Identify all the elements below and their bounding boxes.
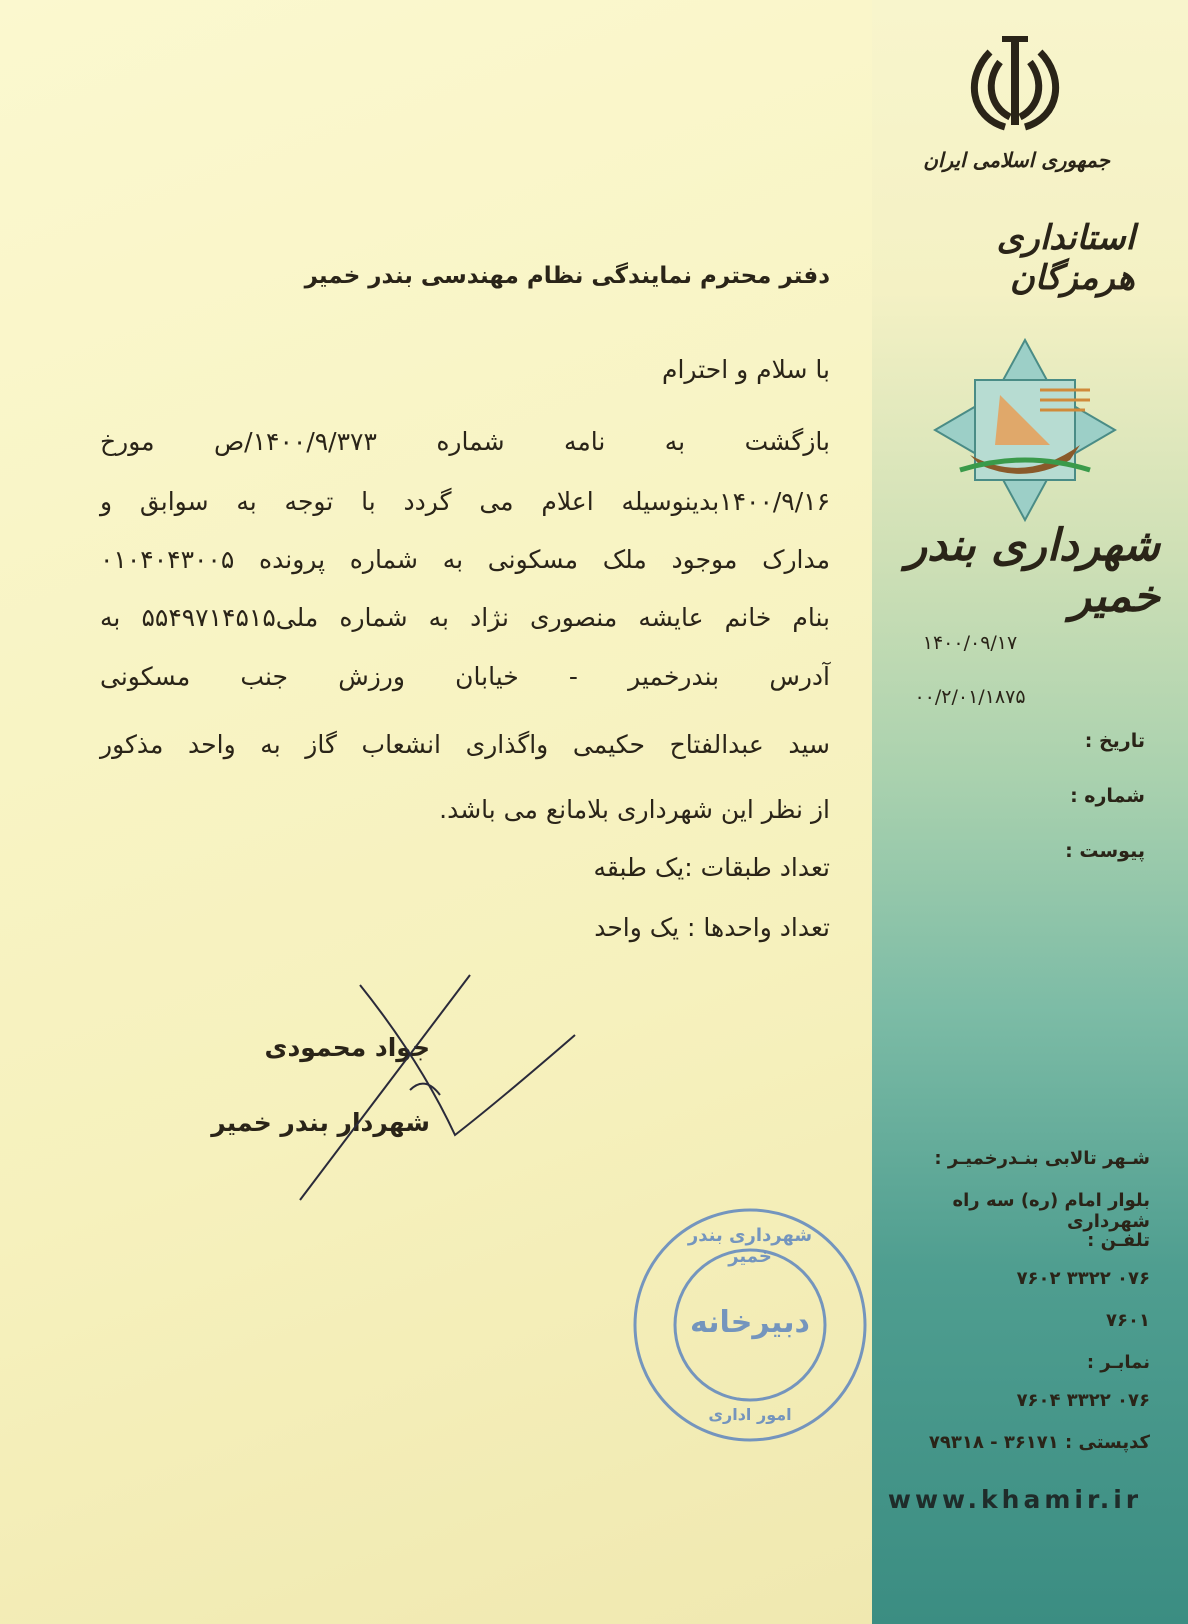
municipality-name: شهرداری بندر خمیر	[905, 520, 1160, 622]
address-line-1: شـهر تالابی بنـدرخمیـر :	[934, 1148, 1150, 1169]
date-label: تاریخ :	[1084, 730, 1145, 752]
body-line: ۱۴۰۰/۹/۱۶بدینوسیله اعلام می گردد با توجه به سوابق و	[100, 487, 830, 516]
phone-label: تلفـن :	[1087, 1230, 1150, 1251]
body-line: مدارک موجود ملک مسکونی به شماره پرونده ۰۱۰۴۰۴۳۰۰۵	[100, 545, 830, 574]
stamp-bottom-text: امور اداری	[708, 1405, 792, 1424]
body-line: از نظر این شهرداری بلامانع می باشد.	[439, 795, 830, 824]
greeting: با سلام و احترام	[662, 355, 830, 384]
province-name: استانداری هرمزگان	[996, 218, 1135, 298]
number-label: شماره :	[1070, 785, 1145, 807]
body-line: بازگشت به نامه شماره ۱۴۰۰/۹/۳۷۳/ص مورخ	[100, 427, 830, 456]
letter-date: ۱۴۰۰/۰۹/۱۷	[922, 632, 1018, 654]
stamp-ring-text: شهرداری بندر خمیر	[687, 1225, 813, 1267]
attachment-label: پیوست :	[1065, 840, 1145, 862]
recipient: دفتر محترم نمایندگی نظام مهندسی بندر خمیر	[304, 263, 830, 289]
phone-2: ۷۶۰۱	[1106, 1310, 1150, 1331]
body-line: سید عبدالفتاح حکیمی واگذاری انشعاب گاز به واحد مذکور	[100, 730, 830, 759]
postal-code: کدپستی : ۳۶۱۷۱ - ۷۹۳۱۸	[928, 1432, 1150, 1453]
stamp-center-text: دبیرخانه	[690, 1305, 810, 1340]
floors-count: تعداد طبقات :یک طبقه	[593, 853, 830, 882]
letter-number: ۰۰/۲/۰۱/۱۸۷۵	[914, 686, 1026, 708]
fax-number: ۰۷۶ ۳۳۲۲ ۷۶۰۴	[1016, 1390, 1150, 1411]
signer-title: شهردار بندر خمیر	[211, 1108, 430, 1137]
address-line-2: بلوار امام (ره) سه راه شهرداری	[952, 1190, 1150, 1232]
body-line: بنام خانم عایشه منصوری نژاد به شماره ملی۵۵۴۹۷۱۴۵۱۵ به	[100, 603, 830, 632]
fax-label: نمابـر :	[1086, 1352, 1150, 1373]
body-line: آدرس بندرخمیر - خیابان ورزش جنب مسکونی	[100, 662, 830, 691]
country-name: جمهوری اسلامی ایران	[923, 148, 1110, 172]
signer-name: جواد محمودی	[264, 1033, 430, 1062]
units-count: تعداد واحدها : یک واحد	[594, 913, 830, 942]
website-link: www.khamir.ir	[887, 1485, 1143, 1514]
phone-1: ۰۷۶ ۳۳۲۲ ۷۶۰۲	[1016, 1268, 1150, 1289]
